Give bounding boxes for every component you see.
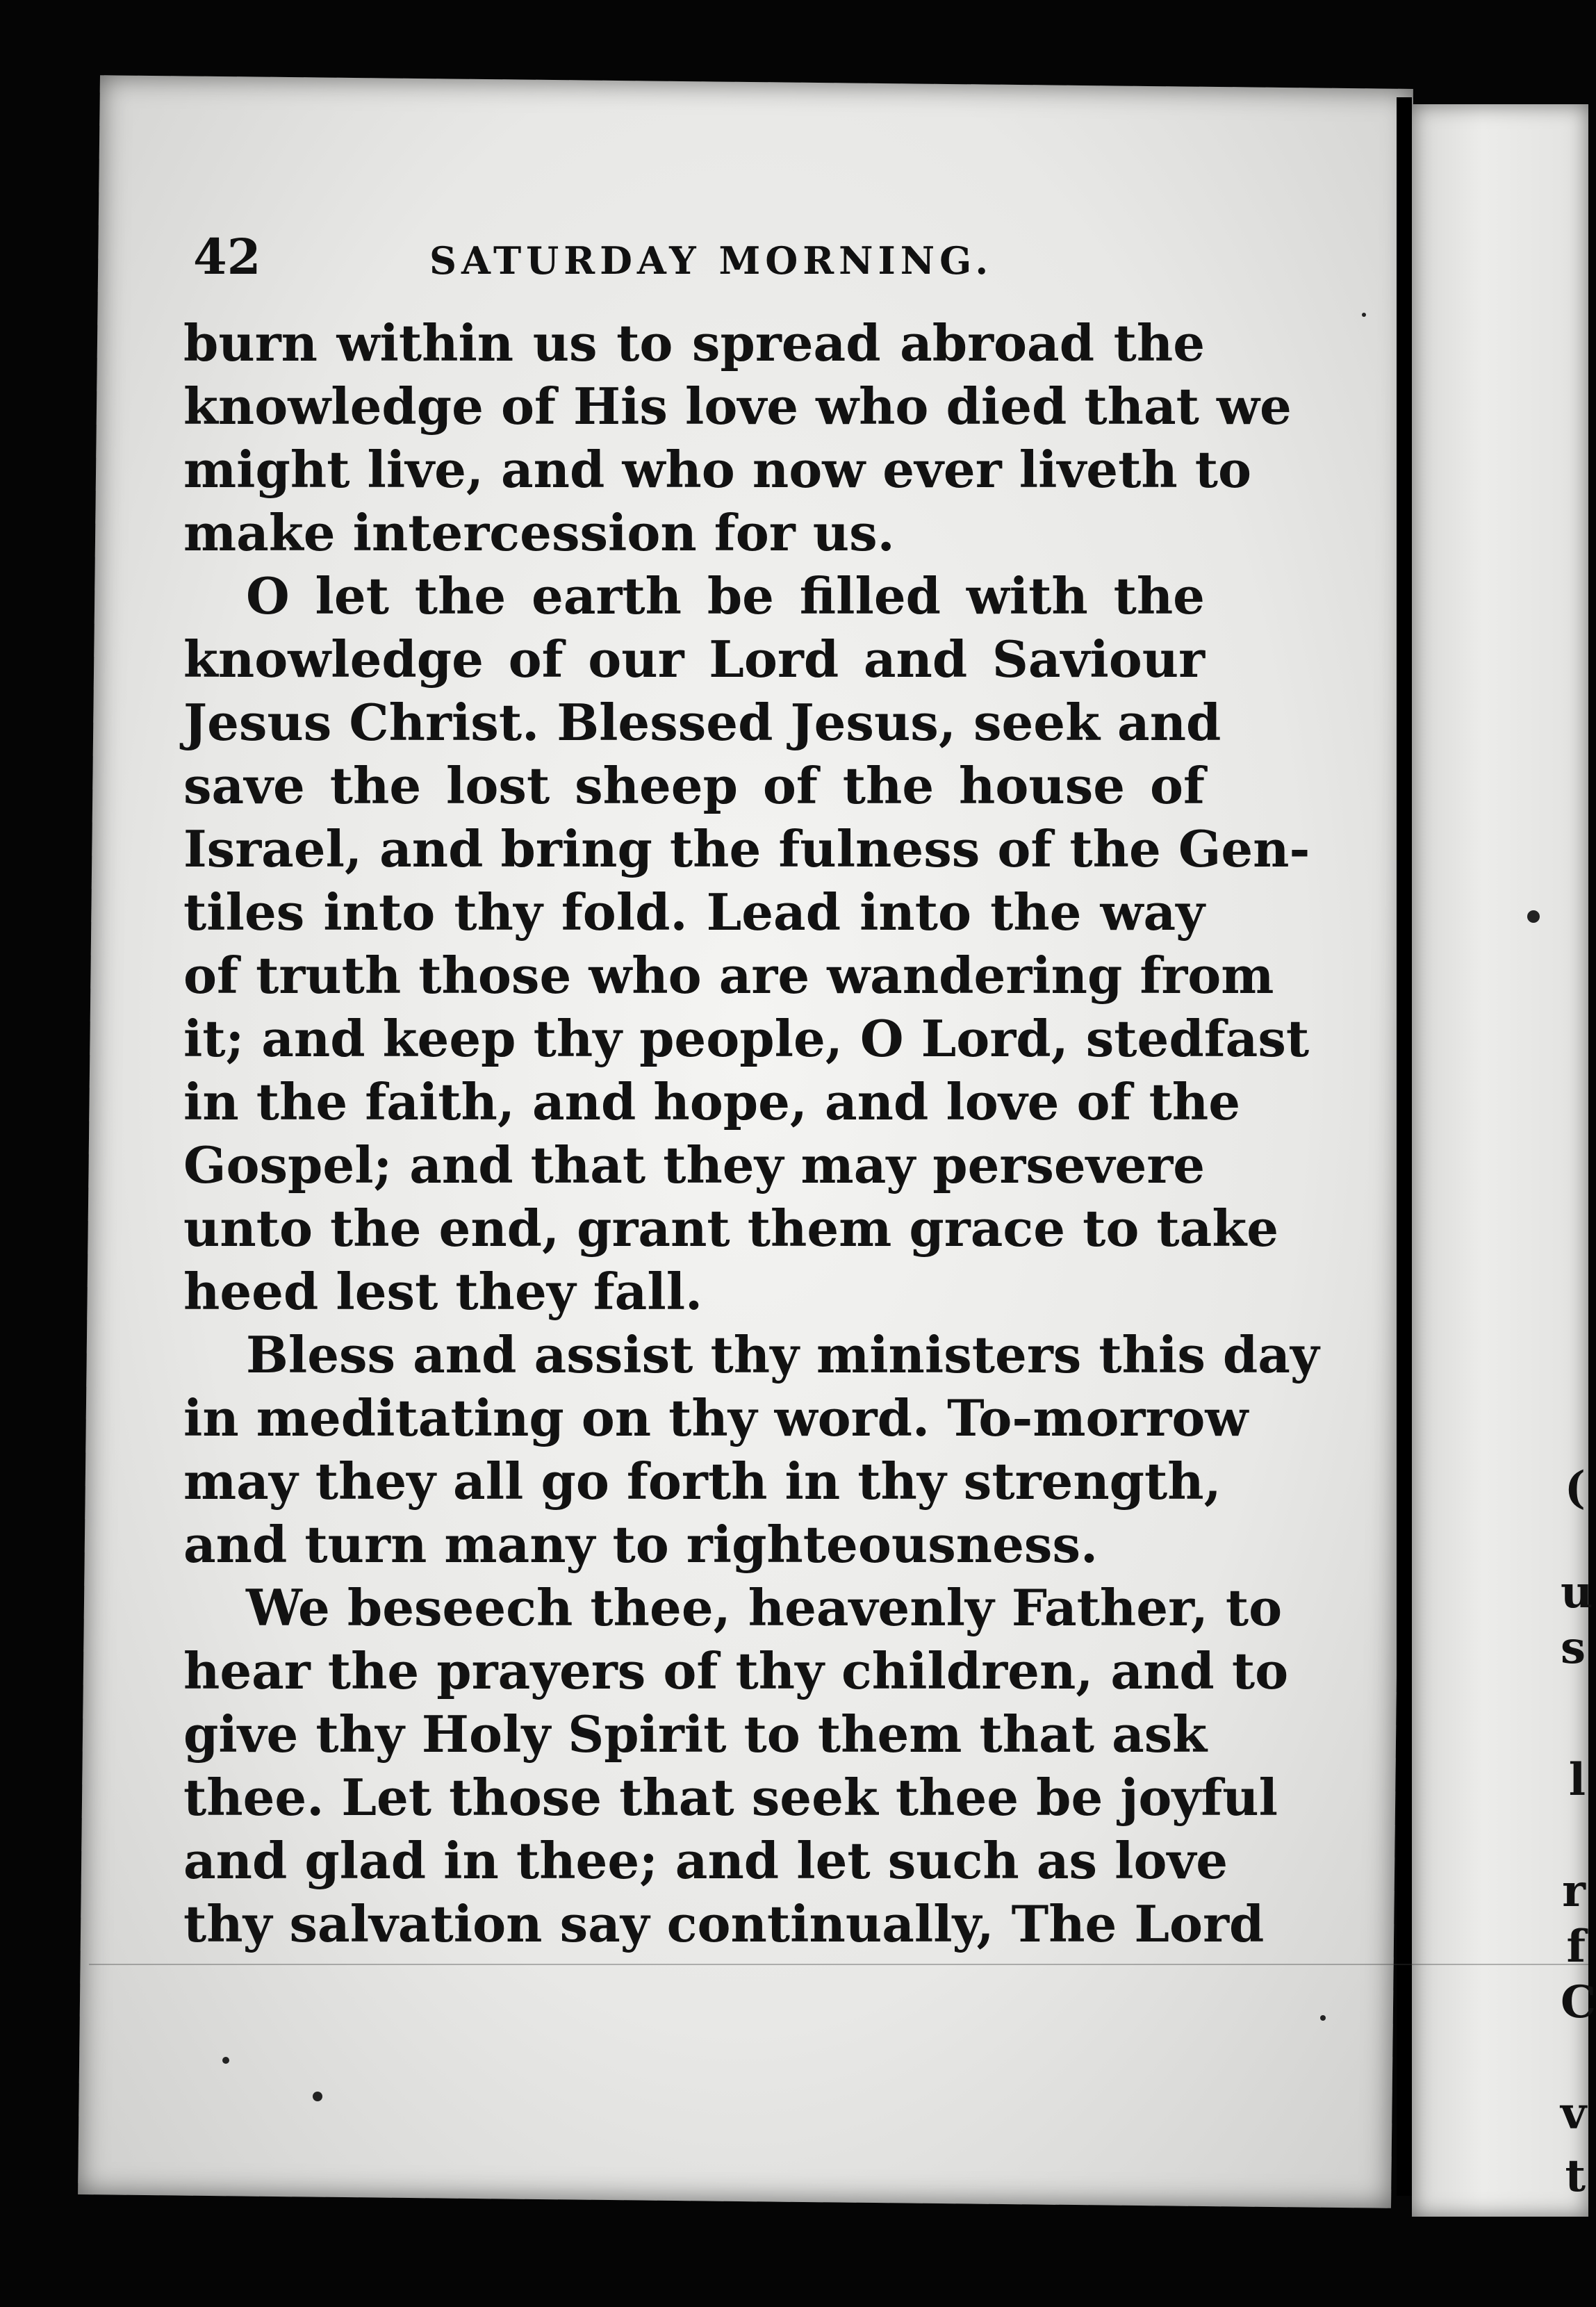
- text-line: Jesus Christ. Blessed Jesus, seek and: [183, 693, 1221, 752]
- facing-page-fragment: u: [1561, 1566, 1593, 1618]
- text-line: in the faith, and hope, and love of the: [183, 1072, 1240, 1131]
- text-line: Gospel; and that they may persevere: [183, 1135, 1206, 1194]
- text-line: tiles into thy fold. Lead into the way: [183, 882, 1205, 942]
- text-line: in meditating on thy word. To-morrow: [183, 1388, 1249, 1447]
- text-line: and glad in thee; and let such as love: [183, 1831, 1228, 1890]
- text-line: and turn many to righteousness.: [183, 1515, 1099, 1574]
- text-line: give thy Holy Spirit to them that ask: [183, 1705, 1208, 1764]
- text-line: knowledge of His love who died that we: [183, 377, 1292, 436]
- page-header: [193, 229, 1208, 292]
- text-line: hear the prayers of thy children, and to: [183, 1641, 1289, 1700]
- text-line: of truth those who are wandering from: [183, 946, 1274, 1005]
- facing-page-fragment: C: [1561, 1976, 1596, 2028]
- facing-page-fragment: f: [1566, 1921, 1586, 1973]
- text-line: We beseech thee, heavenly Father, to: [246, 1578, 1283, 1637]
- text-line: thy salvation say continually, The Lord: [183, 1894, 1265, 1953]
- text-line: might live, and who now ever liveth to: [183, 440, 1252, 499]
- facing-page-fragment: s: [1561, 1622, 1586, 1674]
- scan-speck: [222, 2057, 229, 2064]
- right-page-edge: [1412, 104, 1596, 2217]
- facing-page-fragment: t: [1565, 2150, 1586, 2202]
- book-gutter: [1397, 97, 1412, 2196]
- facing-page-fragment: r: [1562, 1865, 1586, 1917]
- text-line: burn within us to spread abroad the: [183, 313, 1205, 372]
- text-line: Bless and assist thy ministers this day: [246, 1325, 1319, 1384]
- scan-speck: [313, 2092, 322, 2101]
- scan-speck: [1362, 313, 1366, 317]
- text-line: unto the end, grant them grace to take: [183, 1199, 1279, 1258]
- text-line: Israel, and bring the fulness of the Gen-: [183, 819, 1310, 878]
- facing-page-fragment: l: [1568, 1754, 1586, 1806]
- body-text: [183, 311, 1319, 1955]
- text-line: heed lest they fall.: [183, 1262, 703, 1321]
- page-number: 42: [193, 228, 261, 286]
- running-title: SATURDAY MORNING.: [429, 238, 994, 283]
- text-line: make intercession for us.: [183, 503, 895, 562]
- scan-speck: [1527, 910, 1540, 923]
- facing-page-fragment: v: [1561, 2087, 1587, 2140]
- text-line: thee. Let those that seek thee be joyful: [183, 1768, 1278, 1827]
- facing-page-fragment: (: [1564, 1462, 1586, 1514]
- text-line: knowledge of our Lord and Saviour: [183, 630, 1205, 689]
- text-line: save the lost sheep of the house of: [183, 756, 1205, 815]
- scan-speck: [1320, 2015, 1326, 2021]
- scan-crease-line: [89, 1964, 1588, 1965]
- text-line: it; and keep thy people, O Lord, stedfast: [183, 1009, 1310, 1068]
- text-line: may they all go forth in thy strength,: [183, 1452, 1221, 1511]
- text-line: O let the earth be filled with the: [246, 566, 1205, 625]
